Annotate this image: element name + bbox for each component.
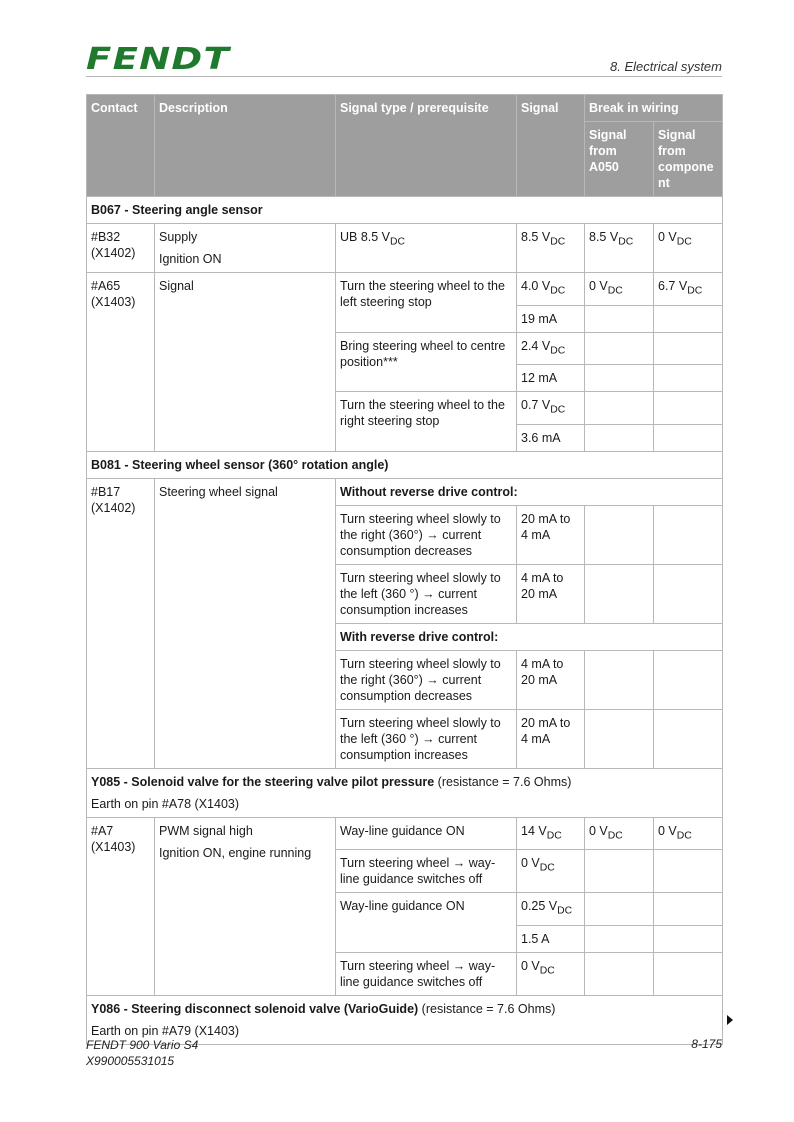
a050-cell (585, 952, 654, 995)
a050-cell: 0 $V_{DC}$ (585, 817, 654, 850)
component-cell: 6.7 $V_{DC}$ (654, 273, 723, 306)
a050-cell (585, 709, 654, 768)
component-cell (654, 952, 723, 995)
footer-model: FENDT 900 Vario S4 (86, 1038, 199, 1052)
col-signal: Signal (517, 95, 585, 197)
a050-cell (585, 564, 654, 623)
signal-cell: 8.5 $V_{DC}$ (517, 224, 585, 273)
component-cell (654, 392, 723, 425)
signal-cell: 0 $V_{DC}$ (517, 952, 585, 995)
earth-note: Earth on pin #A79 (X1403) (91, 1023, 240, 1038)
a050-cell (585, 365, 654, 392)
signal-type-cell: Turn steering wheel → way-line guidance switches off (336, 850, 517, 893)
section-b081 (87, 451, 723, 478)
description-cell: Steering wheel signal (155, 478, 336, 768)
earth-note: Earth on pin #A78 (X1403) (91, 796, 240, 811)
signal-type-cell: Turn the steering wheel to the left steering stop (336, 273, 517, 333)
signal-cell: 0.25 $V_{DC}$ (517, 893, 585, 926)
chapter-title: 8. Electrical system (610, 59, 722, 74)
a050-cell (585, 392, 654, 425)
signal-type-cell: Turn steering wheel slowly to the left (360 °) → current consumption increases (336, 564, 517, 623)
a050-cell (585, 850, 654, 893)
description-cell: Signal (155, 273, 336, 452)
signal-type-cell: Turn steering wheel slowly to the right (360°) → current consumption decreases (336, 505, 517, 564)
table-row (87, 817, 723, 850)
footer-doc-number: X990005531015 (86, 1054, 175, 1068)
component-cell (654, 365, 723, 392)
subheading-with-reverse: With reverse drive control: (336, 623, 723, 650)
section-title: B081 - Steering wheel sensor (360° rotation angle) (87, 451, 723, 478)
col-signal-type: Signal type / prerequisite (336, 95, 517, 197)
component-cell (654, 305, 723, 332)
signal-cell: 4.0 $V_{DC}$ (517, 273, 585, 306)
section-title: B067 - Steering angle sensor (87, 197, 723, 224)
signal-type-cell: UB 8.5 $V_{DC}$ (336, 224, 517, 273)
description-cell: PWM signal high Ignition ON, engine running (155, 817, 336, 995)
a050-cell (585, 650, 654, 709)
signal-type-cell: Way-line guidance ON (336, 893, 517, 953)
section-y085 (87, 768, 723, 817)
a050-cell (585, 893, 654, 926)
signal-cell: 3.6 mA (517, 424, 585, 451)
component-cell (654, 850, 723, 893)
a050-cell (585, 424, 654, 451)
signal-cell: 0 $V_{DC}$ (517, 850, 585, 893)
a050-cell (585, 925, 654, 952)
col-contact: Contact (87, 95, 155, 197)
col-from-component: Signal from compone nt (654, 122, 723, 197)
component-cell: 0 $V_{DC}$ (654, 817, 723, 850)
col-description: Description (155, 95, 336, 197)
header-divider (86, 76, 722, 77)
component-cell (654, 893, 723, 926)
contact-cell: #A7 (X1403) (87, 817, 155, 995)
signal-cell: 4 mA to 20 mA (517, 564, 585, 623)
signal-type-cell: Turn steering wheel slowly to the left (360 °) → current consumption increases (336, 709, 517, 768)
a050-cell: 8.5 $V_{DC}$ (585, 224, 654, 273)
description-cell: Supply Ignition ON (155, 224, 336, 273)
component-cell (654, 925, 723, 952)
signal-cell: 19 mA (517, 305, 585, 332)
section-title: Y086 - Steering disconnect solenoid valve (VarioGuide) (resistance = 7.6 Ohms) Earth on pin #A79 (X1403) (87, 995, 723, 1044)
a050-cell (585, 332, 654, 365)
table-header-row (87, 95, 723, 122)
signal-type-cell: Turn the steering wheel to the right steering stop (336, 392, 517, 452)
component-cell (654, 650, 723, 709)
page-number: 8-175 (691, 1037, 722, 1051)
signal-cell: 1.5 A (517, 925, 585, 952)
signal-type-cell: Turn steering wheel → way-line guidance switches off (336, 952, 517, 995)
signal-cell: 12 mA (517, 365, 585, 392)
signal-cell: 20 mA to 4 mA (517, 505, 585, 564)
signal-cell: 2.4 $V_{DC}$ (517, 332, 585, 365)
signal-type-cell: Bring steering wheel to centre position*** (336, 332, 517, 392)
a050-cell (585, 505, 654, 564)
logo-text: FENDT (86, 44, 232, 74)
col-from-a050: Signal from A050 (585, 122, 654, 197)
section-title: Y085 - Solenoid valve for the steering valve pilot pressure (resistance = 7.6 Ohms) Earth on pin #A78 (X1403) (87, 768, 723, 817)
component-cell (654, 332, 723, 365)
component-cell (654, 505, 723, 564)
fendt-logo (86, 44, 232, 74)
table-row (87, 478, 723, 505)
contact-cell: #A65 (X1403) (87, 273, 155, 452)
signal-type-cell: Turn steering wheel slowly to the right (360°) → current consumption decreases (336, 650, 517, 709)
section-b067 (87, 197, 723, 224)
component-cell (654, 564, 723, 623)
contact-cell: #B32 (X1402) (87, 224, 155, 273)
continued-arrow-icon (727, 1015, 733, 1025)
footer (86, 1037, 198, 1069)
table-row (87, 273, 723, 306)
table-row (87, 224, 723, 273)
contact-cell: #B17 (X1402) (87, 478, 155, 768)
component-cell: 0 $V_{DC}$ (654, 224, 723, 273)
component-cell (654, 709, 723, 768)
signal-table (86, 94, 723, 1045)
subheading-without-reverse: Without reverse drive control: (336, 478, 723, 505)
col-break-in-wiring: Break in wiring (585, 95, 723, 122)
signal-cell: 0.7 $V_{DC}$ (517, 392, 585, 425)
signal-type-cell: Way-line guidance ON (336, 817, 517, 850)
signal-cell: 4 mA to 20 mA (517, 650, 585, 709)
signal-cell: 14 $V_{DC}$ (517, 817, 585, 850)
a050-cell: 0 $V_{DC}$ (585, 273, 654, 306)
component-cell (654, 424, 723, 451)
signal-cell: 20 mA to 4 mA (517, 709, 585, 768)
a050-cell (585, 305, 654, 332)
